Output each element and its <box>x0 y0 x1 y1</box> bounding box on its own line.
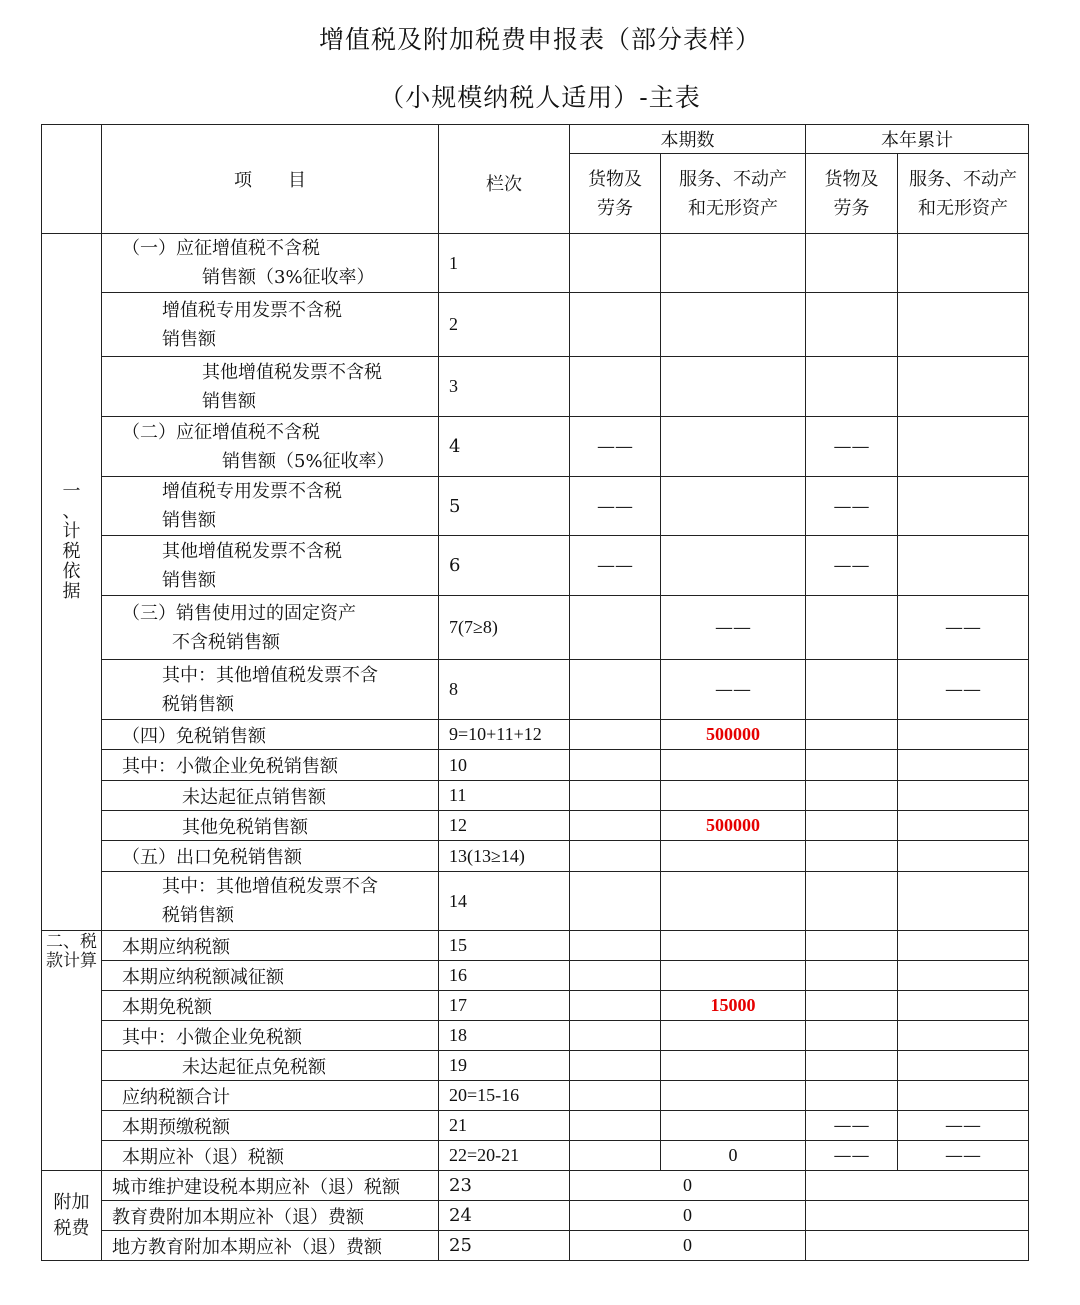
table-row <box>42 477 1029 536</box>
goods-year-cell[interactable] <box>806 961 898 991</box>
goods-year-cell[interactable] <box>806 811 898 841</box>
table-row <box>42 931 1029 961</box>
row-number: 25 <box>439 1231 570 1261</box>
row-label: 增值税专用发票不含税 销售额 <box>102 293 439 357</box>
vat-declaration-table <box>41 124 1029 1261</box>
services-current-cell[interactable] <box>661 417 806 477</box>
services-year-cell[interactable] <box>898 961 1029 991</box>
header-year-total: 本年累计 <box>806 125 1029 154</box>
row-number: 19 <box>439 1051 570 1081</box>
row-number: 2 <box>439 293 570 357</box>
row-number: 20=15-16 <box>439 1081 570 1111</box>
services-year-cell[interactable] <box>898 536 1029 596</box>
goods-year-cell[interactable] <box>806 750 898 781</box>
table-row <box>42 720 1029 750</box>
row-label: 城市维护建设税本期应补（退）税额 <box>102 1171 439 1201</box>
services-year-cell[interactable] <box>898 293 1029 357</box>
goods-year-cell[interactable] <box>806 1021 898 1051</box>
row-label: （四）免税销售额 <box>102 720 439 750</box>
goods-year-cell[interactable] <box>806 293 898 357</box>
goods-year-dash: —— <box>806 417 898 477</box>
table-row <box>42 293 1029 357</box>
goods-current-cell[interactable] <box>570 596 661 660</box>
row-label: 其他免税销售额 <box>102 811 439 841</box>
services-year-dash: —— <box>898 1141 1029 1171</box>
header-services-year: 服务、不动产 和无形资产 <box>898 154 1029 234</box>
row-label: （五）出口免税销售额 <box>102 841 439 872</box>
services-current-cell[interactable] <box>661 536 806 596</box>
header-blank-cell <box>42 125 102 234</box>
services-current-cell[interactable] <box>661 1051 806 1081</box>
services-current-cell[interactable] <box>661 1021 806 1051</box>
table-row <box>42 872 1029 931</box>
goods-current-cell[interactable] <box>570 811 661 841</box>
table-row <box>42 596 1029 660</box>
services-current-value[interactable]: 500000 <box>661 720 806 750</box>
services-current-value[interactable]: 500000 <box>661 811 806 841</box>
row-label: 未达起征点免税额 <box>102 1051 439 1081</box>
table-row <box>42 750 1029 781</box>
current-period-value[interactable]: 0 <box>570 1231 806 1261</box>
row-number: 22=20-21 <box>439 1141 570 1171</box>
row-number: 10 <box>439 750 570 781</box>
goods-current-dash: —— <box>570 536 661 596</box>
services-year-cell[interactable] <box>898 357 1029 417</box>
services-year-cell[interactable] <box>898 234 1029 293</box>
goods-current-cell[interactable] <box>570 234 661 293</box>
row-label: 本期预缴税额 <box>102 1111 439 1141</box>
goods-current-cell[interactable] <box>570 781 661 811</box>
services-year-cell[interactable] <box>898 720 1029 750</box>
table-row <box>42 811 1029 841</box>
goods-current-cell[interactable] <box>570 841 661 872</box>
services-year-cell[interactable] <box>898 841 1029 872</box>
goods-year-dash: —— <box>806 1111 898 1141</box>
services-year-dash: —— <box>898 660 1029 720</box>
row-label: （三）销售使用过的固定资产 不含税销售额 <box>102 596 439 660</box>
goods-current-cell[interactable] <box>570 991 661 1021</box>
year-total-cell[interactable] <box>806 1201 1029 1231</box>
year-total-cell[interactable] <box>806 1171 1029 1201</box>
row-number: 14 <box>439 872 570 931</box>
row-label: 教育费附加本期应补（退）费额 <box>102 1201 439 1231</box>
goods-year-cell[interactable] <box>806 1051 898 1081</box>
goods-year-cell[interactable] <box>806 781 898 811</box>
row-label: 本期应纳税额减征额 <box>102 961 439 991</box>
row-label: 未达起征点销售额 <box>102 781 439 811</box>
row-label: （一）应征增值税不含税 销售额（3%征收率） <box>102 234 439 293</box>
goods-current-cell[interactable] <box>570 872 661 931</box>
row-label: 其他增值税发票不含税 销售额 <box>102 536 439 596</box>
header-item: 项 目 <box>102 125 439 234</box>
services-current-value[interactable]: 15000 <box>661 991 806 1021</box>
services-year-cell[interactable] <box>898 931 1029 961</box>
services-current-cell[interactable] <box>661 293 806 357</box>
goods-year-cell[interactable] <box>806 841 898 872</box>
table-row <box>42 1171 1029 1201</box>
row-number: 13(13≥14) <box>439 841 570 872</box>
row-label: 其中：小微企业免税销售额 <box>102 750 439 781</box>
row-number: 4 <box>439 417 570 477</box>
goods-year-cell[interactable] <box>806 660 898 720</box>
table-row <box>42 841 1029 872</box>
goods-current-cell[interactable] <box>570 660 661 720</box>
goods-current-cell[interactable] <box>570 720 661 750</box>
table-row <box>42 991 1029 1021</box>
table-row <box>42 1021 1029 1051</box>
current-period-value[interactable]: 0 <box>570 1201 806 1231</box>
section-tax-calculation: 二、税款计算 <box>42 931 102 1171</box>
services-year-cell[interactable] <box>898 991 1029 1021</box>
row-number: 21 <box>439 1111 570 1141</box>
table-row <box>42 781 1029 811</box>
row-number: 7(7≥8) <box>439 596 570 660</box>
services-current-cell[interactable] <box>661 961 806 991</box>
table-row <box>42 660 1029 720</box>
goods-year-dash: —— <box>806 1141 898 1171</box>
goods-current-cell[interactable] <box>570 1111 661 1141</box>
table-row <box>42 961 1029 991</box>
goods-current-dash: —— <box>570 477 661 536</box>
row-label: 其中：其他增值税发票不含 税销售额 <box>102 660 439 720</box>
services-year-cell[interactable] <box>898 477 1029 536</box>
table-row <box>42 357 1029 417</box>
year-total-cell[interactable] <box>806 1231 1029 1261</box>
header-goods-year: 货物及 劳务 <box>806 154 898 234</box>
table-row <box>42 1111 1029 1141</box>
row-number: 5 <box>439 477 570 536</box>
current-period-value[interactable]: 0 <box>570 1171 806 1201</box>
services-current-cell[interactable] <box>661 1111 806 1141</box>
services-current-cell[interactable] <box>661 781 806 811</box>
goods-current-cell[interactable] <box>570 357 661 417</box>
row-number: 8 <box>439 660 570 720</box>
row-label: 增值税专用发票不含税 销售额 <box>102 477 439 536</box>
services-year-dash: —— <box>898 596 1029 660</box>
goods-year-cell[interactable] <box>806 872 898 931</box>
services-year-cell[interactable] <box>898 1021 1029 1051</box>
goods-year-cell[interactable] <box>806 1081 898 1111</box>
page-subtitle: （小规模纳税人适用）-主表 <box>379 83 701 112</box>
services-year-cell[interactable] <box>898 417 1029 477</box>
table-row <box>42 536 1029 596</box>
row-number: 23 <box>439 1171 570 1201</box>
goods-year-dash: —— <box>806 536 898 596</box>
page-title: 增值税及附加税费申报表（部分表样） <box>318 25 761 54</box>
table-row <box>42 1081 1029 1111</box>
row-label: 本期应补（退）税额 <box>102 1141 439 1171</box>
goods-year-cell[interactable] <box>806 720 898 750</box>
row-label: 本期免税额 <box>102 991 439 1021</box>
table-row <box>42 417 1029 477</box>
goods-year-cell[interactable] <box>806 357 898 417</box>
services-year-cell[interactable] <box>898 1051 1029 1081</box>
goods-year-dash: —— <box>806 477 898 536</box>
row-label: 本期应纳税额 <box>102 931 439 961</box>
table-row <box>42 1051 1029 1081</box>
goods-year-cell[interactable] <box>806 931 898 961</box>
goods-year-cell[interactable] <box>806 596 898 660</box>
row-number: 1 <box>439 234 570 293</box>
row-number: 17 <box>439 991 570 1021</box>
goods-current-dash: —— <box>570 417 661 477</box>
services-current-value[interactable]: 0 <box>661 1141 806 1171</box>
section-surcharges: 附加 税费 <box>42 1171 102 1261</box>
row-number: 11 <box>439 781 570 811</box>
goods-year-cell[interactable] <box>806 234 898 293</box>
table-row <box>42 1231 1029 1261</box>
table-row <box>42 234 1029 293</box>
services-year-cell[interactable] <box>898 750 1029 781</box>
row-label: 地方教育附加本期应补（退）费额 <box>102 1231 439 1261</box>
services-year-cell[interactable] <box>898 1081 1029 1111</box>
services-year-cell[interactable] <box>898 781 1029 811</box>
services-year-cell[interactable] <box>898 872 1029 931</box>
goods-current-cell[interactable] <box>570 1081 661 1111</box>
services-current-cell[interactable] <box>661 931 806 961</box>
row-number: 24 <box>439 1201 570 1231</box>
services-current-cell[interactable] <box>661 1081 806 1111</box>
section-tax-basis: 一 、 计 税 依 据 <box>42 234 102 931</box>
goods-current-cell[interactable] <box>570 750 661 781</box>
goods-current-cell[interactable] <box>570 1141 661 1171</box>
row-label: 其中：其他增值税发票不含 税销售额 <box>102 872 439 931</box>
table-row <box>42 1201 1029 1231</box>
row-number: 6 <box>439 536 570 596</box>
services-current-cell[interactable] <box>661 234 806 293</box>
goods-current-cell[interactable] <box>570 293 661 357</box>
row-label: （二）应征增值税不含税 销售额（5%征收率） <box>102 417 439 477</box>
goods-current-cell[interactable] <box>570 931 661 961</box>
row-label: 其他增值税发票不含税 销售额 <box>102 357 439 417</box>
row-number: 16 <box>439 961 570 991</box>
row-label: 应纳税额合计 <box>102 1081 439 1111</box>
services-year-cell[interactable] <box>898 811 1029 841</box>
goods-current-cell[interactable] <box>570 961 661 991</box>
services-current-cell[interactable] <box>661 872 806 931</box>
row-number: 18 <box>439 1021 570 1051</box>
services-current-cell[interactable] <box>661 841 806 872</box>
header-goods-current: 货物及 劳务 <box>570 154 661 234</box>
services-current-cell[interactable] <box>661 477 806 536</box>
header-column-number: 栏次 <box>439 125 570 234</box>
row-number: 9=10+11+12 <box>439 720 570 750</box>
row-number: 3 <box>439 357 570 417</box>
row-number: 12 <box>439 811 570 841</box>
goods-year-cell[interactable] <box>806 991 898 1021</box>
header-current-period: 本期数 <box>570 125 806 154</box>
services-current-cell[interactable] <box>661 357 806 417</box>
table-row <box>42 1141 1029 1171</box>
services-current-dash: —— <box>661 596 806 660</box>
row-label: 其中：小微企业免税额 <box>102 1021 439 1051</box>
goods-current-cell[interactable] <box>570 1051 661 1081</box>
services-current-dash: —— <box>661 660 806 720</box>
header-services-current: 服务、不动产 和无形资产 <box>661 154 806 234</box>
goods-current-cell[interactable] <box>570 1021 661 1051</box>
row-number: 15 <box>439 931 570 961</box>
services-year-dash: —— <box>898 1111 1029 1141</box>
services-current-cell[interactable] <box>661 750 806 781</box>
